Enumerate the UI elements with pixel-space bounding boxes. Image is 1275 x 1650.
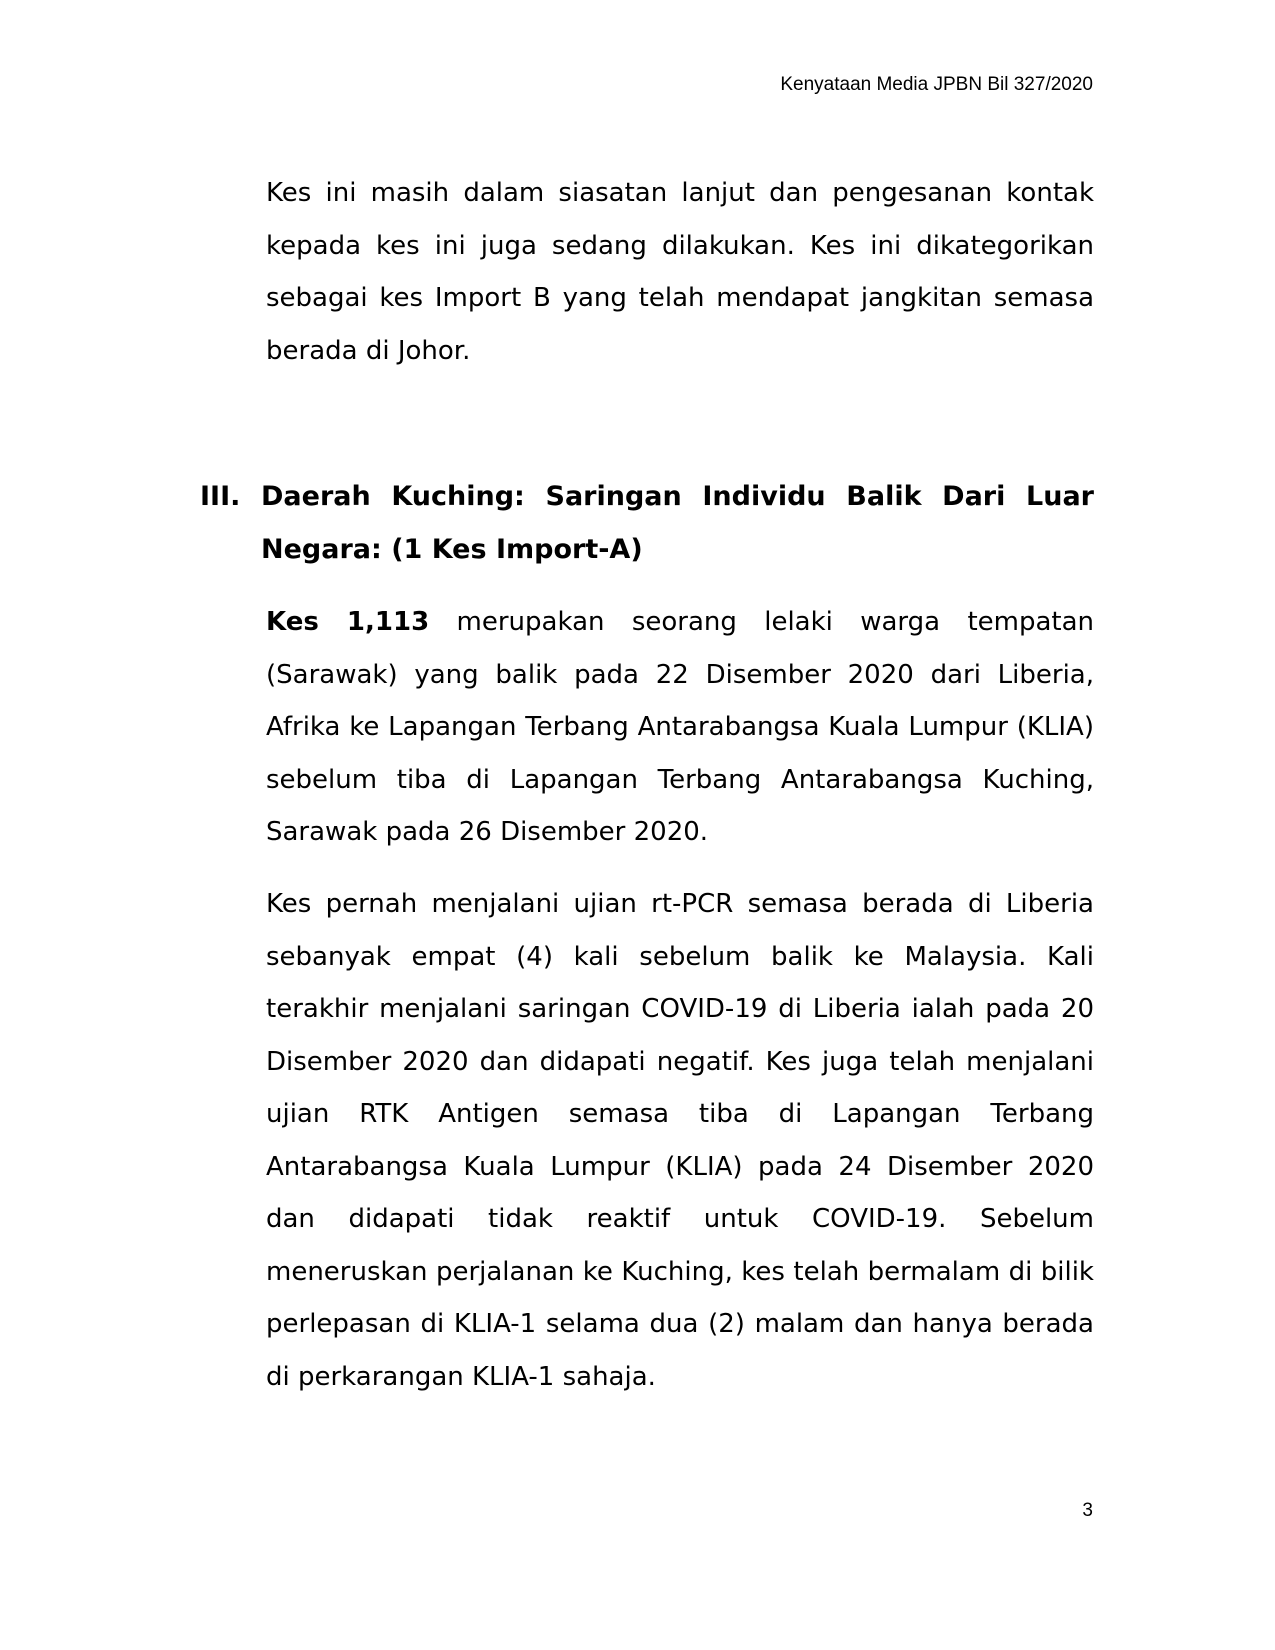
paragraph-case-description: [266, 596, 1094, 859]
paragraph-testing-history: Kes pernah menjalani ujian rt-PCR semasa berada di Liberia sebanyak empat (4) kali sebelum balik ke Malaysia. Kali terakhir menjalani saringan COVID-19 di Liberia ialah pada 20 Disember 2020 dan didapati negatif. Kes juga telah menjalani ujian RTK Antigen semasa tiba di Lapangan Terbang Antarabangsa Kuala Lumpur (KLIA) pada 24 Disember 2020 dan didapati tidak reaktif untuk COVID-19. Sebelum meneruskan perjalanan ke Kuching, kes telah bermalam di bilik perlepasan di KLIA-1 selama dua (2) malam dan hanya berada di perkarangan KLIA-1 sahaja.: [266, 889, 1094, 1392]
case-number-lead: Kes 1,113: [266, 607, 430, 637]
page-number: 3: [1082, 1500, 1093, 1521]
media-statement-reference: Kenyataan Media JPBN Bil 327/2020: [780, 74, 1093, 95]
section-heading: [200, 471, 1094, 576]
paragraph-investigation: Kes ini masih dalam siasatan lanjut dan pengesanan kontak kepada kes ini juga sedang dilakukan. Kes ini dikategorikan sebagai kes Import B yang telah mendapat jangkitan semasa berada di Johor.: [266, 178, 1094, 366]
case-description-text: merupakan seorang lelaki warga tempatan (Sarawak) yang balik pada 22 Disember 2020 dari Liberia, Afrika ke Lapangan Terbang Antarabangsa Kuala Lumpur (KLIA) sebelum tiba di Lapangan Terbang Antarabangsa Kuching, Sarawak pada 26 Disember 2020.: [266, 607, 1095, 847]
section-title: Daerah Kuching: Saringan Individu Balik Dari Luar Negara: (1 Kes Import-A): [261, 481, 1094, 565]
section-number: III.: [200, 481, 241, 512]
